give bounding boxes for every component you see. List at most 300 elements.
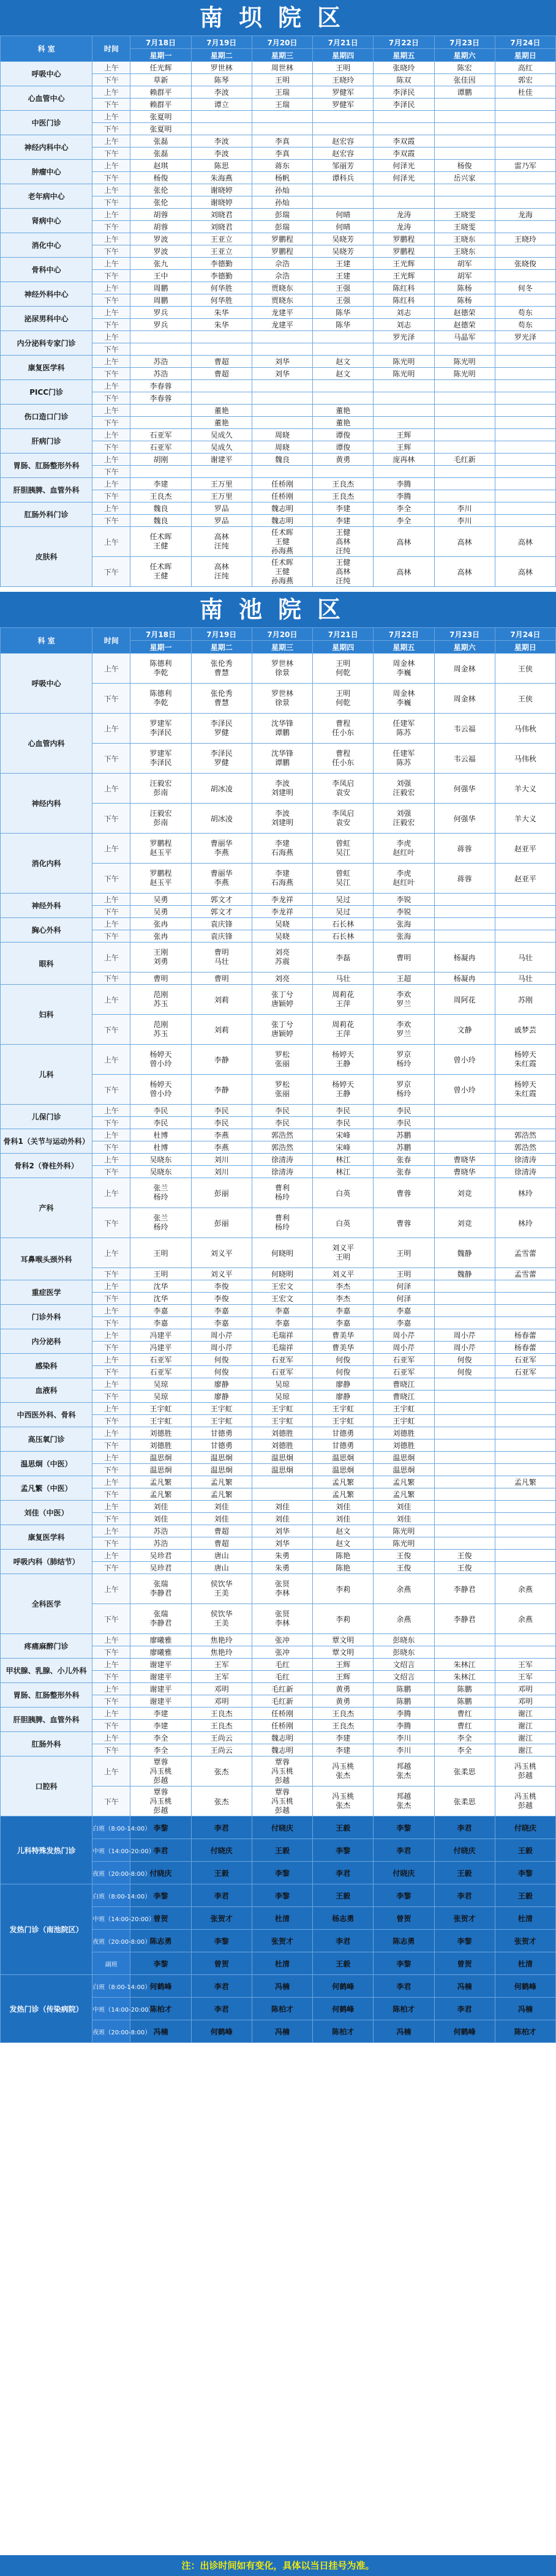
doctor-cell	[495, 1513, 555, 1525]
table-row	[1, 1403, 556, 1415]
doctor-cell: 苏刚	[495, 985, 555, 1015]
doctor-cell	[130, 864, 191, 894]
doctor-cell: 李嘉	[191, 1317, 252, 1329]
doctor-cell: 石亚军	[130, 1366, 191, 1378]
doctor-cell: 李嘉	[130, 1305, 191, 1317]
time-cell: 下午	[92, 490, 130, 502]
doctor-cell: 魏良	[130, 502, 191, 515]
table-row	[1, 380, 556, 392]
time-cell: 上午	[92, 258, 130, 270]
time-cell: 下午	[92, 343, 130, 356]
doctor-cell: 李杰	[313, 1293, 374, 1305]
doctor-cell: 周晓	[252, 429, 312, 441]
doctor-cell: 蒋蓉	[434, 834, 495, 864]
doctor-name: 石海燕	[271, 848, 293, 857]
doctor-cell: 李建	[313, 1732, 374, 1744]
doctor-cell: 张杰	[191, 1757, 252, 1786]
table-row	[1, 86, 556, 99]
doctor-cell: 李君	[374, 1975, 434, 1998]
doctor-cell	[434, 1452, 495, 1464]
doctor-name: 彭南	[153, 788, 168, 797]
doctor-cell: 李锐	[374, 894, 434, 906]
time-cell: 上午	[92, 1683, 130, 1695]
doctor-name: 罗兰	[396, 1029, 411, 1038]
doctor-cell: 李俊	[191, 1293, 252, 1305]
doctor-cell: 李锐	[374, 906, 434, 918]
doctor-cell: 杜清	[252, 1907, 312, 1930]
header-date: 7月19日	[191, 628, 252, 641]
time-cell: 下午	[92, 221, 130, 233]
doctor-cell: 赖群平	[130, 86, 191, 99]
schedule-body-nanba	[1, 62, 556, 587]
doctor-cell: 吴勇	[130, 894, 191, 906]
doctor-cell: 曾贺	[130, 1907, 191, 1930]
doctor-cell	[495, 135, 555, 147]
doctor-name: 王健	[336, 528, 351, 537]
doctor-cell: 李建	[313, 1744, 374, 1757]
doctor-name: 曹程	[336, 719, 351, 728]
doctor-name: 杨婷天	[332, 1080, 355, 1089]
time-cell: 下午	[92, 123, 130, 135]
doctor-cell: 石亚军	[130, 1354, 191, 1366]
doctor-cell: 何泽光	[374, 172, 434, 184]
doctor-cell	[434, 380, 495, 392]
doctor-cell: 李腾	[374, 1708, 434, 1720]
doctor-cell	[252, 331, 312, 343]
doctor-cell: 温思炯	[130, 1464, 191, 1476]
doctor-cell	[252, 774, 312, 804]
doctor-cell	[434, 1634, 495, 1646]
doctor-cell	[191, 343, 252, 356]
doctor-cell: 何泽	[374, 1293, 434, 1305]
header-date: 7月19日	[191, 36, 252, 49]
doctor-name: 任建军	[393, 719, 415, 728]
doctor-cell: 谢晓婷	[191, 196, 252, 209]
doctor-cell: 郭浩然	[252, 1129, 312, 1141]
doctor-cell: 彭瑞	[252, 209, 312, 221]
doctor-cell: 黄勇	[313, 1683, 374, 1695]
time-cell: 上午	[92, 1378, 130, 1391]
doctor-cell: 张冉	[130, 918, 191, 930]
doctor-cell	[374, 466, 434, 478]
dept-cell: 内分泌科	[1, 1329, 92, 1354]
doctor-cell: 覃文明	[313, 1646, 374, 1659]
doctor-cell: 刘德胜	[130, 1439, 191, 1452]
doctor-cell: 邓明	[191, 1683, 252, 1695]
doctor-cell	[374, 1045, 434, 1075]
doctor-name: 何乾	[336, 698, 351, 707]
doctor-cell: 高林	[434, 557, 495, 587]
doctor-cell: 杨俊	[130, 172, 191, 184]
doctor-cell	[495, 1415, 555, 1427]
doctor-cell: 李建	[130, 1720, 191, 1732]
doctor-cell: 陈艳	[313, 1550, 374, 1562]
doctor-cell: 李全	[434, 1732, 495, 1744]
doctor-cell: 刘佳	[130, 1513, 191, 1525]
doctor-cell: 刘佳	[252, 1513, 312, 1525]
doctor-cell	[313, 714, 374, 744]
doctor-cell: 陈光明	[434, 368, 495, 380]
time-cell: 上午	[92, 1427, 130, 1439]
doctor-cell	[434, 405, 495, 417]
doctor-name: 汪纯	[336, 576, 351, 585]
doctor-cell: 李全	[434, 1744, 495, 1757]
doctor-cell: 何俊	[313, 1366, 374, 1378]
doctor-cell: 杜清	[252, 1952, 312, 1975]
doctor-cell: 刘德胜	[252, 1427, 312, 1439]
doctor-cell: 李腾	[374, 478, 434, 490]
doctor-cell: 刘德胜	[130, 1427, 191, 1439]
doctor-cell: 李民	[374, 1105, 434, 1117]
time-cell: 下午	[92, 1488, 130, 1501]
doctor-cell: 胡军	[434, 270, 495, 282]
doctor-cell: 李嘉	[374, 1317, 434, 1329]
doctor-name: 罗健	[214, 758, 229, 767]
dept-cell: 重症医学	[1, 1280, 92, 1305]
doctor-name: 汪纯	[214, 542, 229, 550]
header-weekday: 星期五	[374, 49, 434, 62]
doctor-cell: 赵德荣	[434, 319, 495, 331]
doctor-cell: 谢江	[495, 1744, 555, 1757]
table-row	[1, 654, 556, 684]
doctor-cell: 廖曦雅	[130, 1634, 191, 1646]
doctor-cell: 赖群平	[130, 99, 191, 111]
doctor-cell: 李嘉	[252, 1305, 312, 1317]
doctor-cell: 何华胜	[191, 294, 252, 307]
doctor-cell: 刘晓君	[191, 221, 252, 233]
doctor-name: 张兰	[153, 1184, 168, 1192]
doctor-cell: 谢建平	[130, 1671, 191, 1683]
shift-cell: 中班（14:00-20:00）	[92, 1998, 130, 2020]
doctor-name: 谭鹏	[274, 758, 290, 767]
doctor-cell	[191, 557, 252, 587]
doctor-cell: 李川	[374, 1732, 434, 1744]
doctor-cell	[495, 368, 555, 380]
doctor-cell: 董艳	[191, 405, 252, 417]
doctor-cell: 张冲	[252, 1634, 312, 1646]
time-cell: 上午	[92, 774, 130, 804]
doctor-cell	[495, 441, 555, 454]
dept-cell: 肝胆胰脾、血管外科	[1, 1708, 92, 1732]
doctor-cell: 李民	[252, 1117, 312, 1129]
doctor-cell: 王晓东	[434, 245, 495, 258]
doctor-name: 覃蓉	[274, 1757, 290, 1766]
doctor-cell: 何俊	[191, 1366, 252, 1378]
doctor-cell: 罗品	[191, 515, 252, 527]
doctor-name: 王刚	[153, 948, 168, 957]
doctor-name: 杨玲	[396, 1089, 411, 1098]
doctor-name: 陈苏	[396, 728, 411, 737]
time-cell: 上午	[92, 454, 130, 466]
doctor-cell	[130, 1786, 191, 1816]
time-cell: 上午	[92, 478, 130, 490]
doctor-cell	[434, 441, 495, 454]
doctor-cell: 刘佳	[374, 1513, 434, 1525]
doctor-cell: 李波	[191, 135, 252, 147]
doctor-name: 刘建明	[271, 788, 293, 797]
doctor-cell: 张杰	[191, 1786, 252, 1816]
doctor-cell: 杜博	[130, 1129, 191, 1141]
doctor-name: 覃蓉	[274, 1787, 290, 1796]
doctor-cell: 郭浩然	[495, 1141, 555, 1154]
doctor-cell	[495, 1403, 555, 1415]
shift-cell: 白班（8:00-14:00）	[92, 1975, 130, 1998]
doctor-cell: 刘华	[252, 356, 312, 368]
doctor-name: 王明	[336, 1253, 351, 1261]
time-cell: 上午	[92, 429, 130, 441]
doctor-cell: 高红	[495, 62, 555, 74]
table-row	[1, 943, 556, 973]
doctor-cell: 陈鹏	[434, 1695, 495, 1708]
doctor-cell: 任光辉	[130, 62, 191, 74]
doctor-cell: 赵文	[313, 356, 374, 368]
time-cell: 下午	[92, 973, 130, 985]
doctor-cell: 魏志明	[252, 502, 312, 515]
doctor-name: 曹丽华	[210, 869, 233, 878]
doctor-cell	[495, 221, 555, 233]
table-row	[1, 1427, 556, 1439]
doctor-cell: 孟凡繁	[374, 1488, 434, 1501]
doctor-cell	[252, 466, 312, 478]
doctor-name: 范刚	[153, 1020, 168, 1029]
time-cell: 上午	[92, 282, 130, 294]
table-row	[1, 429, 556, 441]
doctor-cell: 李黎	[252, 1884, 312, 1907]
doctor-cell	[313, 1015, 374, 1045]
doctor-cell	[191, 864, 252, 894]
dept-cell: 感染科	[1, 1354, 92, 1378]
doctor-cell	[374, 343, 434, 356]
fever-dept-cell: 儿科特殊发热门诊	[1, 1816, 92, 1884]
doctor-cell: 谢江	[495, 1720, 555, 1732]
doctor-name: 张瑞	[153, 1610, 168, 1618]
schedule-table-nanba	[0, 35, 556, 587]
header-time: 时间	[92, 628, 130, 654]
doctor-cell: 陈杨	[434, 282, 495, 294]
doctor-cell	[434, 1317, 495, 1329]
doctor-name: 张杰	[396, 1771, 411, 1780]
doctor-cell: 吴晓东	[130, 1154, 191, 1166]
doctor-cell: 邓明	[191, 1695, 252, 1708]
doctor-cell	[374, 864, 434, 894]
doctor-cell: 焦艳玲	[191, 1646, 252, 1659]
time-cell: 下午	[92, 1208, 130, 1238]
doctor-cell	[252, 804, 312, 834]
doctor-cell: 王毅	[495, 1839, 555, 1862]
doctor-cell: 甘德勇	[191, 1427, 252, 1439]
doctor-cell	[434, 1646, 495, 1659]
doctor-name: 汪毅宏	[393, 818, 415, 827]
doctor-cell: 王侠	[495, 684, 555, 714]
table-row	[1, 135, 556, 147]
doctor-cell	[374, 714, 434, 744]
doctor-name: 苏震	[274, 957, 290, 966]
doctor-cell: 羊大义	[495, 804, 555, 834]
doctor-cell: 白英	[313, 1178, 374, 1208]
doctor-cell	[374, 1757, 434, 1786]
doctor-cell	[130, 331, 191, 343]
doctor-cell: 袁庆锋	[191, 918, 252, 930]
doctor-cell: 王宇虹	[252, 1415, 312, 1427]
time-cell: 上午	[92, 62, 130, 74]
doctor-cell: 罗光泽	[495, 331, 555, 343]
doctor-cell: 张磊	[130, 147, 191, 160]
doctor-cell: 张夏明	[130, 111, 191, 123]
shift-cell: 白班（8:00-14:00）	[92, 1884, 130, 1907]
doctor-cell: 李黎	[374, 1884, 434, 1907]
doctor-cell	[130, 714, 191, 744]
doctor-cell: 李龙祥	[252, 906, 312, 918]
time-cell: 上午	[92, 307, 130, 319]
doctor-cell: 李建	[313, 502, 374, 515]
doctor-cell	[313, 1045, 374, 1075]
doctor-name: 吴江	[336, 878, 351, 887]
table-row	[1, 1574, 556, 1604]
doctor-cell: 王良杰	[191, 1720, 252, 1732]
table-row	[1, 1501, 556, 1513]
time-cell: 上午	[92, 1476, 130, 1488]
doctor-name: 彭越	[517, 1801, 533, 1810]
doctor-cell: 李腾	[374, 490, 434, 502]
doctor-cell: 王明	[252, 74, 312, 86]
doctor-cell: 周鹏	[130, 282, 191, 294]
doctor-cell: 曹超	[191, 1537, 252, 1550]
doctor-cell: 王宇虹	[313, 1403, 374, 1415]
time-cell: 上午	[92, 502, 130, 515]
doctor-cell: 李燕	[191, 1129, 252, 1141]
doctor-name: 杨玲	[396, 1059, 411, 1068]
doctor-cell	[191, 123, 252, 135]
doctor-cell: 王晓雯	[434, 209, 495, 221]
doctor-name: 张兰	[153, 1214, 168, 1222]
doctor-cell: 郭文才	[191, 894, 252, 906]
doctor-cell: 李龙祥	[252, 894, 312, 906]
doctor-name: 曾小玲	[149, 1089, 172, 1098]
doctor-cell: 付晓庆	[130, 1862, 191, 1884]
doctor-cell: 朱勇	[252, 1550, 312, 1562]
fever-clinic-body	[1, 1816, 556, 2043]
doctor-cell: 王俊	[374, 1550, 434, 1562]
doctor-cell: 赵琪	[130, 160, 191, 172]
doctor-name: 王健	[336, 558, 351, 567]
doctor-cell	[191, 943, 252, 973]
doctor-cell	[434, 1537, 495, 1550]
doctor-cell	[434, 930, 495, 943]
doctor-cell: 廖静	[313, 1378, 374, 1391]
doctor-cell	[313, 985, 374, 1015]
doctor-name: 杨玲	[274, 1193, 290, 1201]
doctor-name: 任术晖	[271, 528, 293, 537]
doctor-cell	[434, 1476, 495, 1488]
time-cell: 上午	[92, 1757, 130, 1786]
doctor-cell	[313, 864, 374, 894]
doctor-cell: 陈光明	[374, 356, 434, 368]
dept-cell: 肛肠外科门诊	[1, 502, 92, 527]
doctor-cell: 李民	[252, 1105, 312, 1117]
doctor-cell: 苟东	[495, 319, 555, 331]
time-cell: 下午	[92, 1695, 130, 1708]
doctor-cell: 付晓庆	[434, 1839, 495, 1862]
doctor-cell: 何泽	[374, 1280, 434, 1293]
doctor-cell: 孟凡繁	[130, 1488, 191, 1501]
doctor-cell: 温思炯	[374, 1464, 434, 1476]
doctor-cell: 张九	[130, 258, 191, 270]
doctor-name: 罗健	[214, 728, 229, 737]
doctor-cell: 贾晓东	[252, 282, 312, 294]
doctor-cell: 文静	[434, 1015, 495, 1045]
doctor-cell: 谭俊	[313, 441, 374, 454]
doctor-cell: 朱林江	[434, 1659, 495, 1671]
doctor-cell	[130, 1075, 191, 1105]
table-row	[1, 62, 556, 74]
time-cell: 上午	[92, 714, 130, 744]
doctor-name: 任术晖	[149, 532, 172, 541]
doctor-cell: 彭丽	[191, 1178, 252, 1208]
table-header-row	[1, 628, 556, 641]
doctor-name: 张丁兮	[271, 1020, 293, 1029]
doctor-name: 王萍	[336, 1029, 351, 1038]
doctor-cell: 孟雪蕾	[495, 1238, 555, 1268]
doctor-cell	[495, 1045, 555, 1075]
doctor-cell	[495, 918, 555, 930]
doctor-cell: 蒋东	[252, 160, 312, 172]
doctor-cell: 焦艳玲	[191, 1634, 252, 1646]
time-cell: 下午	[92, 744, 130, 774]
time-cell: 上午	[92, 405, 130, 417]
dept-cell: 伤口造口门诊	[1, 405, 92, 429]
doctor-cell: 杨春蕾	[495, 1342, 555, 1354]
doctor-cell: 赵文	[313, 1525, 374, 1537]
doctor-cell	[313, 804, 374, 834]
doctor-cell: 李嘉	[313, 1305, 374, 1317]
doctor-cell	[495, 356, 555, 368]
doctor-name: 汪毅宏	[149, 809, 172, 818]
doctor-cell: 毛红新	[252, 1695, 312, 1708]
doctor-name: 唐颖婷	[271, 1029, 293, 1038]
time-cell: 下午	[92, 1268, 130, 1280]
doctor-cell: 温思炯	[191, 1452, 252, 1464]
doctor-cell: 岳兴家	[434, 172, 495, 184]
doctor-cell: 何强华	[434, 804, 495, 834]
time-cell: 下午	[92, 930, 130, 943]
doctor-cell: 王瑞	[252, 86, 312, 99]
dept-cell: 神经内科中心	[1, 135, 92, 160]
doctor-name: 李静君	[149, 1619, 172, 1627]
dept-cell: 骨科中心	[1, 258, 92, 282]
doctor-cell: 罗兵	[130, 319, 191, 331]
doctor-cell: 董艳	[191, 417, 252, 429]
doctor-cell: 刘德胜	[252, 1439, 312, 1452]
table-row	[1, 1452, 556, 1464]
doctor-name: 王明	[336, 659, 351, 668]
doctor-cell: 王宇虹	[191, 1403, 252, 1415]
doctor-cell: 郭文才	[191, 906, 252, 918]
doctor-cell: 任桥刚	[252, 1720, 312, 1732]
doctor-cell: 王万里	[191, 478, 252, 490]
doctor-cell: 曾小玲	[434, 1045, 495, 1075]
doctor-cell: 王光辉	[374, 270, 434, 282]
doctor-cell	[130, 654, 191, 684]
doctor-cell	[434, 1488, 495, 1501]
doctor-cell: 王侠	[495, 654, 555, 684]
time-cell: 上午	[92, 918, 130, 930]
doctor-cell	[495, 454, 555, 466]
doctor-name: 李林	[274, 1589, 290, 1597]
doctor-cell	[495, 1439, 555, 1452]
time-cell: 下午	[92, 74, 130, 86]
doctor-cell: 石亚军	[252, 1354, 312, 1366]
doctor-cell: 李君	[434, 1884, 495, 1907]
